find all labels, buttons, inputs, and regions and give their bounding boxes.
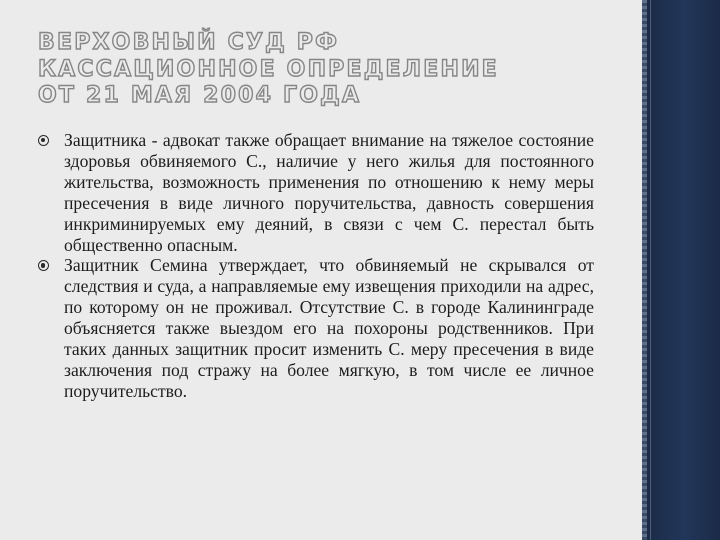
title-line-1: ВЕРХОВНЫЙ СУД РФ (38, 30, 340, 55)
title-line-2: КАССАЦИОННОЕ ОПРЕДЕЛЕНИЕ (38, 56, 499, 82)
bullet-item-1 (38, 130, 594, 255)
slide-title (38, 30, 598, 110)
bullet-text-2: Защитник Семина утверждает, что обвиняемый не скрывался от следствия и суда, а направляемые ему извещения приходили на адрес, по которому он не проживал. Отсутствие С. в городе Калининграде объясняется также выездом его на похороны родственников. При таких данных защитник просит изменить С. меру пресечения в виде заключения под стражу на более мягкую, в том числе ее личное поручительство. (64, 255, 594, 401)
title-line-3: ОТ 21 МАЯ 2004 ГОДА (38, 83, 362, 108)
side-decoration-band (642, 0, 720, 540)
bullet-item-2 (38, 255, 594, 401)
bullet-text-1: Защитника - адвокат также обращает внимание на тяжелое состояние здоровья обвиняемого С., наличие у него жилья для постоянного жительства, возможность применения по отношению к нему меры пресечения в виде личного поручительства, давность совершения инкриминируемых ему деяний, в связи с чем С. перестал быть общественно опасным. (64, 130, 594, 255)
circle-bullet-icon (38, 135, 49, 146)
circle-bullet-icon (38, 260, 49, 271)
bullet-list (38, 130, 594, 402)
